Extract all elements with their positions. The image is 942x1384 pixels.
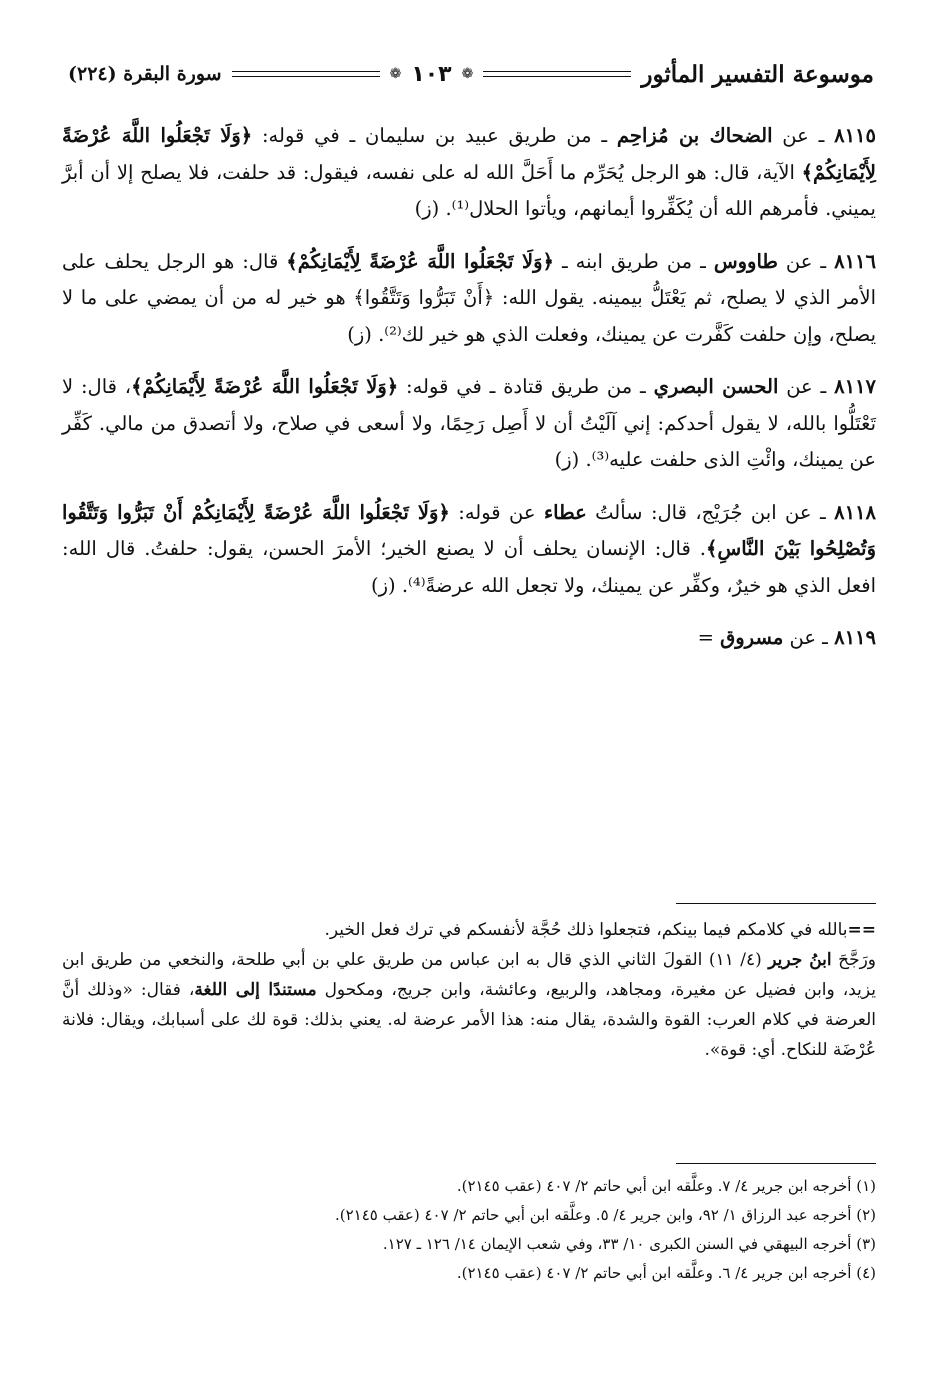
entry-text: ـ عن (772, 124, 835, 147)
book-title: موسوعة التفسير المأثور (641, 60, 874, 88)
entry-text: ـ عن (778, 375, 835, 398)
surah-title: سورة البقرة (٢٢٤) (68, 63, 222, 85)
commentary-text: (٤/ ١١) القولَ الثاني الذي قال به ابن عباس من طريق علي بن أبي طلحة، والنخعي من طريق ابن يزيد، وابن فضيل عن مغيرة، ومجاهد، والربيع، وعائشة، وابن جريج، ومكحول (62, 950, 876, 1000)
narrator-name: الضحاك بن مُزاحِم (616, 124, 773, 147)
quran-quote: ﴿وَلَا تَجْعَلُوا اللَّهَ عُرْضَةً لِأَيْمَانِكُمْ﴾ (286, 249, 554, 273)
narration-entry (62, 244, 876, 354)
entry-number: ٨١١٦ (834, 249, 876, 273)
commentary-text: ، فقال: «وذلك أنَّ العرضة في كلام العرب: القوة والشدة، يقال منه: هذا الأمر عرضة له. يعني بذلك: قوة لك على أسبابك، ويقال: فلانة عُرْضَة للنكاح. أي: قوة». (62, 980, 876, 1060)
commentary-text: بالله في كلامكم فيما بينكم، فتجعلوا ذلك حُجَّة لأنفسكم في ترك فعل الخير. (324, 920, 848, 940)
narration-entry (62, 620, 876, 657)
quran-quote: ﴿وَلَا تَجْعَلُوا اللَّهَ عُرْضَةً لِأَيْمَانِكُمْ﴾ (62, 124, 876, 184)
footnote: (٤) أخرجه ابن جرير ٤/ ٦. وعلَّقه ابن أبي حاتم ٢/ ٤٠٧ (عقب ٢١٤٥). (456, 1264, 876, 1282)
commentary-text: ورَجَّحَ (831, 950, 876, 970)
continuation-mark: == (847, 920, 876, 940)
footnote: (٢) أخرجه عبد الرزاق ١/ ٩٢، وابن جرير ٤/ ٥. وعلَّقه ابن أبي حاتم ٢/ ٤٠٧ (عقب ٢١٤٥). (334, 1206, 876, 1224)
entry-number: ٨١١٩ (834, 626, 876, 649)
commentary-paragraph (62, 945, 876, 1065)
header-rule-left (232, 71, 380, 77)
entry-number: ٨١١٨ (834, 500, 877, 524)
page-number: ١٠٣ (411, 61, 452, 87)
header-rule-right (483, 71, 631, 77)
entry-text: . قال: الإنسان يحلف أن لا يصنع الخير؛ الأمرَ الحسن، يقول: حلفتُ. قال الله: افعل الذي هو خيرٌ، وكفِّر عن يمينك، ولا تجعل الله عرضةً⁽⁴⁾. (ز) (62, 537, 876, 597)
entry-text: عن قوله: (449, 500, 544, 524)
entry-text: ـ من طريق قتادة ـ في قوله: (398, 375, 654, 398)
page-number-bar (232, 62, 632, 87)
narrator-name: الحسن البصري (653, 375, 779, 398)
scholar-name: ابنُ جرير (768, 950, 832, 970)
narrator-name: طاووس (713, 249, 778, 273)
separator-line (676, 903, 876, 904)
entry-text: ـ عن ابن جُرَيْج، قال: سألتُ (586, 500, 835, 524)
footnotes (62, 1172, 876, 1288)
main-text (62, 118, 876, 673)
emphasis-text: مستندًا إلى اللغة (194, 980, 317, 1000)
quran-quote: ﴿وَلَا تَجْعَلُوا اللَّهَ عُرْضَةً لِأَيْمَانِكُمْ﴾ (131, 375, 399, 398)
entry-text: قال: هو الرجل يحلف على الأمر الذي لا يصلح، ثم يَعْتَلُّ بيمينه. يقول الله: ﴿أَنْ تَبَرُّوا وَتَتَّقُوا﴾ هو خير له من أن يمضي على ما لا يصلح، وإن حلفت كَفَّرت عن يمينك، وفعلت الذي هو خير لك⁽²⁾. (ز) (62, 249, 876, 346)
ornament-icon: ❁ (389, 66, 402, 82)
entry-text: ـ عن (783, 626, 835, 649)
footnote: (١) أخرجه ابن جرير ٤/ ٧. وعلَّقه ابن أبي حاتم ٢/ ٤٠٧ (عقب ٢١٤٥). (456, 1177, 876, 1195)
narration-entry (62, 369, 876, 479)
footnote: (٣) أخرجه البيهقي في السنن الكبرى ١٠/ ٣٣، وفي شعب الإيمان ١٤/ ١٢٦ ـ ١٢٧. (382, 1235, 876, 1253)
entry-text: = (697, 626, 721, 649)
footnote-separator (676, 1163, 876, 1164)
ornament-icon: ❁ (461, 66, 474, 82)
narration-entry (62, 118, 876, 228)
entry-text: ـ من طريق ابنه ـ (553, 249, 714, 273)
entry-text: الآية، قال: هو الرجل يُحَرِّم ما أَحَلَّ الله له على نفسه، فيقول: قد حلفت، فلا يصلح إلا أن أبرَّ يميني. فأمرهم الله أن يُكَفِّروا أيمانهم، ويأتوا الحلال⁽¹⁾. (ز) (62, 160, 876, 220)
entry-text: ، قال: لا تَعْتَلُّوا بالله، لا يقول أحدكم: إني آلَيْتُ أن لا أَصِل رَحِمًا، ولا أسعى في صلاح، ولا أتصدق من مالي. كَفِّر عن يمينك، وائْتِ الذى حلفت عليه⁽³⁾. (ز) (62, 375, 876, 471)
continued-commentary (62, 915, 876, 1065)
commentary-line (62, 915, 876, 945)
narrator-name: مسروق (720, 626, 784, 649)
page-header (68, 52, 874, 96)
narrator-name: عطاء (543, 500, 587, 524)
entry-number: ٨١١٧ (834, 375, 876, 398)
entry-number: ٨١١٥ (834, 124, 876, 147)
narration-entry (62, 495, 876, 605)
quran-quote: ﴿وَلَا تَجْعَلُوا اللَّهَ عُرْضَةً لِأَيْمَانِكُمْ أَنْ تَبَرُّوا وَتَتَّقُوا وَتُصْلِحُوا بَيْنَ النَّاسِ﴾ (62, 500, 877, 560)
entry-text: ـ من طريق عبيد بن سليمان ـ في قوله: (252, 124, 617, 147)
entry-text: ـ عن (777, 249, 835, 273)
